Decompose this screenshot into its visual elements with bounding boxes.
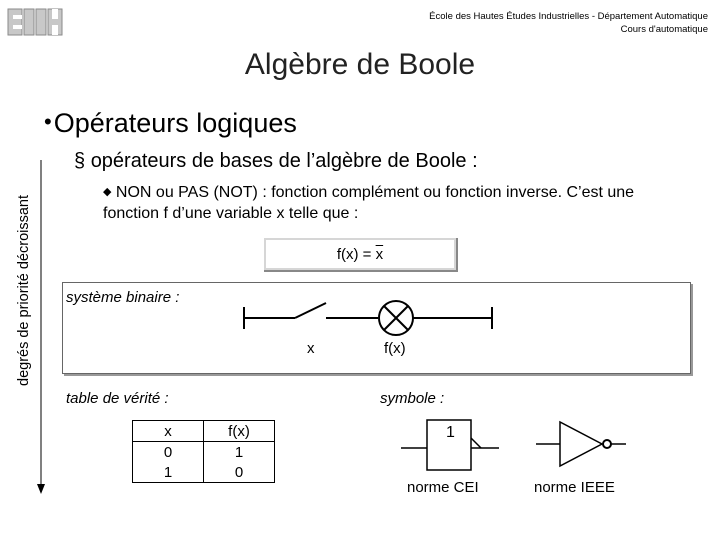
header xyxy=(429,10,708,36)
symbol-label: symbole : xyxy=(380,390,445,407)
ieee-not-gate-icon xyxy=(530,418,630,474)
table-cell: 1 xyxy=(133,462,204,483)
table-row xyxy=(133,462,275,483)
subsection-bullet: § xyxy=(74,150,86,172)
section-bullet: • xyxy=(44,109,52,134)
formula-lhs: f(x) = xyxy=(336,246,376,263)
lamp-icon xyxy=(379,301,413,335)
cei-caption: norme CEI xyxy=(407,479,479,496)
section-heading xyxy=(44,108,297,139)
formula-rhs: $\overline{x}$ xyxy=(375,246,384,263)
switch-icon xyxy=(295,303,326,318)
formula xyxy=(266,240,454,268)
not-definition-text: NON ou PAS (NOT) : fonction complément ou fonction inverse. C’est une fonction f d’une variable x telle que : xyxy=(103,184,635,222)
priority-label: degrés de priorité décroissant xyxy=(16,194,32,386)
truth-table-label: table de vérité : xyxy=(66,390,169,407)
table-cell: 1 xyxy=(204,442,275,463)
switch-label: x xyxy=(307,340,315,357)
priority-arrow xyxy=(34,160,48,496)
switch-lamp-circuit xyxy=(240,295,500,340)
truth-table-header-row xyxy=(133,421,275,442)
truth-table xyxy=(132,420,275,483)
school-logo xyxy=(6,6,66,38)
table-cell: 0 xyxy=(133,442,204,463)
diamond-bullet-icon: ◆ xyxy=(103,186,112,198)
slide-title: Algèbre de Boole xyxy=(244,48,476,81)
truth-table-header-fx: f(x) xyxy=(204,421,275,442)
section-heading-text: Opérateurs logiques xyxy=(53,108,297,138)
header-line-2: Cours d'automatique xyxy=(620,24,708,35)
binary-system-label: système binaire : xyxy=(66,289,180,306)
formula-box xyxy=(264,238,458,272)
header-line-1: École des Hautes Études Industrielles - Département Automatique xyxy=(429,11,708,22)
table-row xyxy=(133,442,275,463)
subsection-heading xyxy=(74,150,478,173)
cei-gate-label: 1 xyxy=(446,424,455,441)
lamp-label: f(x) xyxy=(384,340,406,357)
subsection-heading-text: opérateurs de bases de l’algèbre de Boole : xyxy=(90,150,478,172)
ieee-caption: norme IEEE xyxy=(534,479,615,496)
truth-table-header-x: x xyxy=(133,421,204,442)
table-cell: 0 xyxy=(204,462,275,483)
not-definition xyxy=(103,182,663,224)
